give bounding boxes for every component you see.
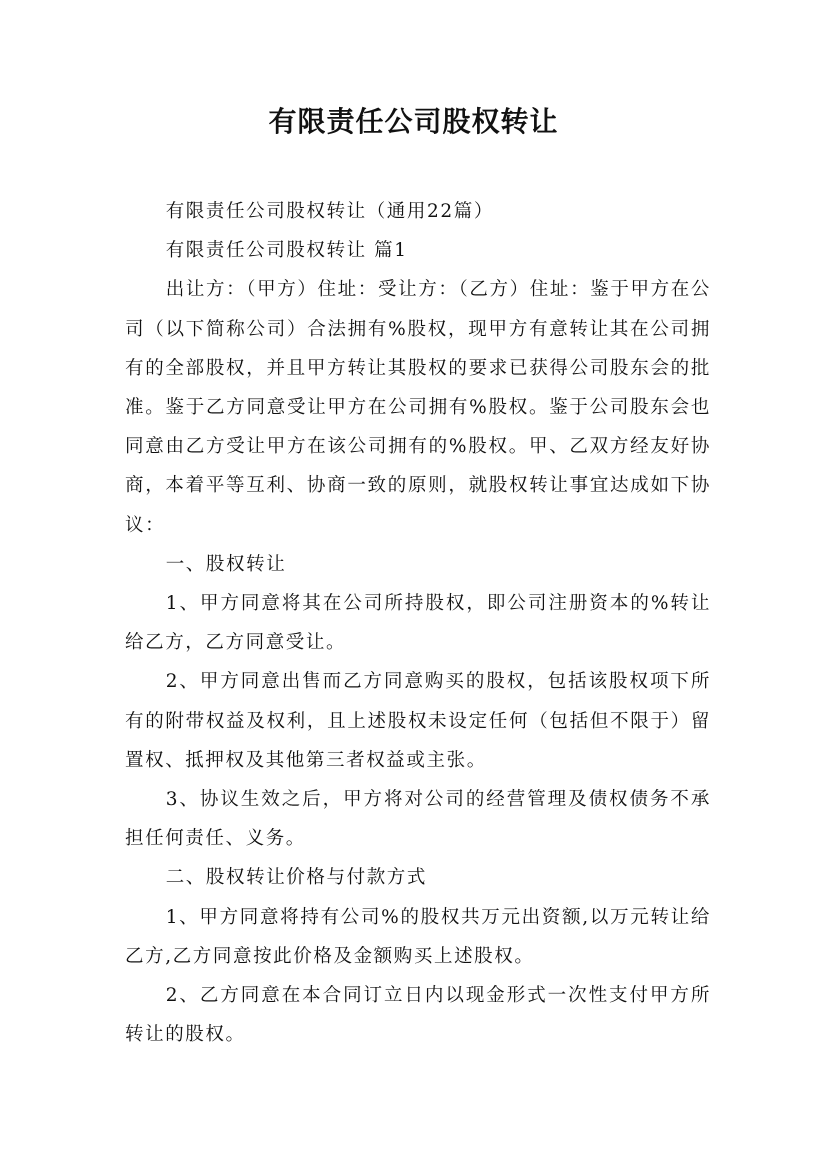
document-body [125,192,711,1054]
paragraph-subtitle: 有限责任公司股权转让（通用22篇） [165,201,494,222]
paragraph: 1、甲方同意将其在公司所持股权，即公司注册资本的%转让给乙方，乙方同意受让。 [125,593,711,654]
paragraph-section-heading: 有限责任公司股权转让 篇1 [165,240,408,262]
paragraph-heading: 二、股权转让价格与付款方式 [165,867,427,889]
document-title: 有限责任公司股权转让 [268,105,559,138]
paragraph: 出让方：（甲方）住址：受让方：（乙方）住址：鉴于甲方在公司（以下简称公司）合法拥有%股权，现甲方有意转让其在公司拥有的全部股权，并且甲方转让其股权的要求已获得公司股东会的批准。鉴于乙方同意受让甲方在公司拥有%股权。鉴于公司股东会也同意由乙方受让甲方在该公司拥有的%股权。甲、乙双方经友好协商，本着平等互利、协商一致的原则，就股权转让事宜达成如下协议： [125,279,711,536]
paragraph-heading: 一、股权转让 [165,553,287,575]
paragraph: 2、乙方同意在本合同订立日内以现金形式一次性支付甲方所转让的股权。 [125,985,711,1046]
paragraph: 2、甲方同意出售而乙方同意购买的股权，包括该股权项下所有的附带权益及权利，且上述股权未设定任何（包括但不限于）留置权、抵押权及其他第三者权益或主张。 [125,671,711,771]
paragraph: 1、甲方同意将持有公司%的股权共万元出资额,以万元转让给乙方,乙方同意按此价格及金额购买上述股权。 [125,906,711,967]
paragraph: 3、协议生效之后，甲方将对公司的经营管理及债权债务不承担任何责任、义务。 [125,789,711,850]
